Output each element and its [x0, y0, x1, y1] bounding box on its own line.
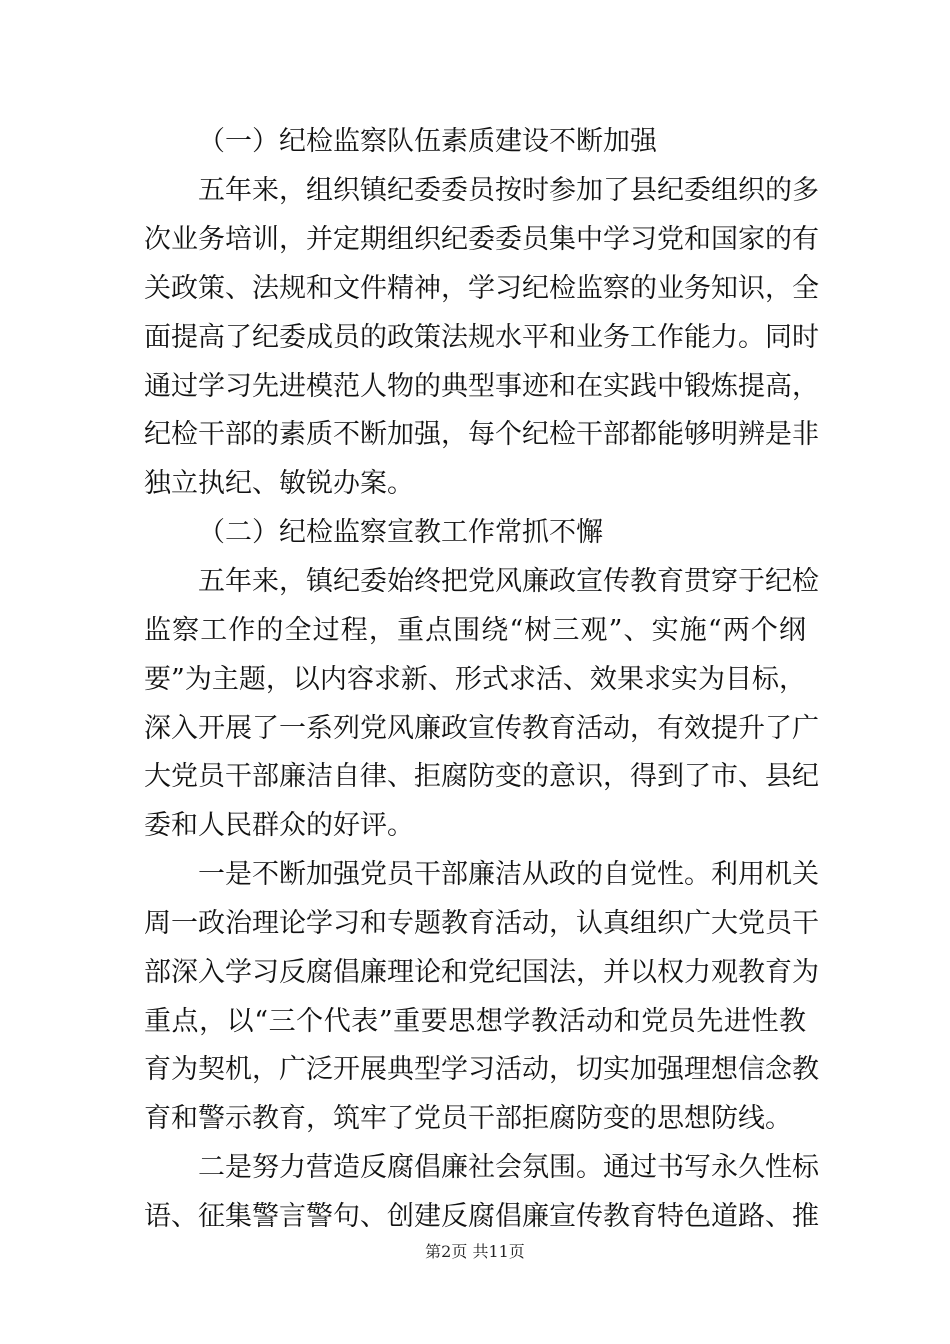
paragraph-line: 重点，以“三个代表”重要思想学教活动和党员先进性教 — [144, 1006, 806, 1037]
paragraph-line: 要”为主题，以内容求新、形式求活、效果求实为目标， — [144, 664, 806, 695]
paragraph-line: 委和人民群众的好评。 — [144, 810, 414, 841]
section-heading-1: （一）纪检监察队伍素质建设不断加强 — [198, 126, 657, 157]
paragraph-line: 大党员干部廉洁自律、拒腐防变的意识，得到了市、县纪 — [144, 761, 819, 792]
paragraph-line: 次业务培训，并定期组织纪委委员集中学习党和国家的有 — [144, 224, 819, 255]
paragraph-line: 周一政治理论学习和专题教育活动，认真组织广大党员干 — [144, 908, 819, 939]
paragraph-line: 通过学习先进模范人物的典型事迹和在实践中锻炼提高， — [144, 371, 819, 402]
page-footer: 第2页 共11页 — [425, 1242, 525, 1261]
paragraph-line: 独立执纪、敏锐办案。 — [144, 468, 414, 499]
paragraph-line: 纪检干部的素质不断加强，每个纪检干部都能够明辨是非 — [144, 419, 819, 450]
paragraph-line: 深入开展了一系列党风廉政宣传教育活动，有效提升了广 — [144, 713, 819, 744]
paragraph-line: 五年来，组织镇纪委委员按时参加了县纪委组织的多 — [198, 175, 819, 206]
paragraph-line: 关政策、法规和文件精神，学习纪检监察的业务知识，全 — [144, 273, 819, 304]
paragraph-line: 语、征集警言警句、创建反腐倡廉宣传教育特色道路、推 — [144, 1201, 819, 1232]
paragraph-line: 育为契机，广泛开展典型学习活动，切实加强理想信念教 — [144, 1054, 819, 1085]
paragraph-line: 五年来，镇纪委始终把党风廉政宣传教育贯穿于纪检 — [198, 566, 819, 597]
paragraph-line: 一是不断加强党员干部廉洁从政的自觉性。利用机关 — [198, 859, 819, 890]
paragraph-line: 监察工作的全过程，重点围绕“树三观”、实施“两个纲 — [144, 615, 806, 646]
paragraph-line: 育和警示教育，筑牢了党员干部拒腐防变的思想防线。 — [144, 1103, 792, 1134]
paragraph-line: 二是努力营造反腐倡廉社会氛围。通过书写永久性标 — [198, 1152, 819, 1183]
section-heading-2: （二）纪检监察宣教工作常抓不懈 — [198, 517, 603, 548]
paragraph-line: 面提高了纪委成员的政策法规水平和业务工作能力。同时 — [144, 322, 819, 353]
paragraph-line: 部深入学习反腐倡廉理论和党纪国法，并以权力观教育为 — [144, 957, 819, 988]
